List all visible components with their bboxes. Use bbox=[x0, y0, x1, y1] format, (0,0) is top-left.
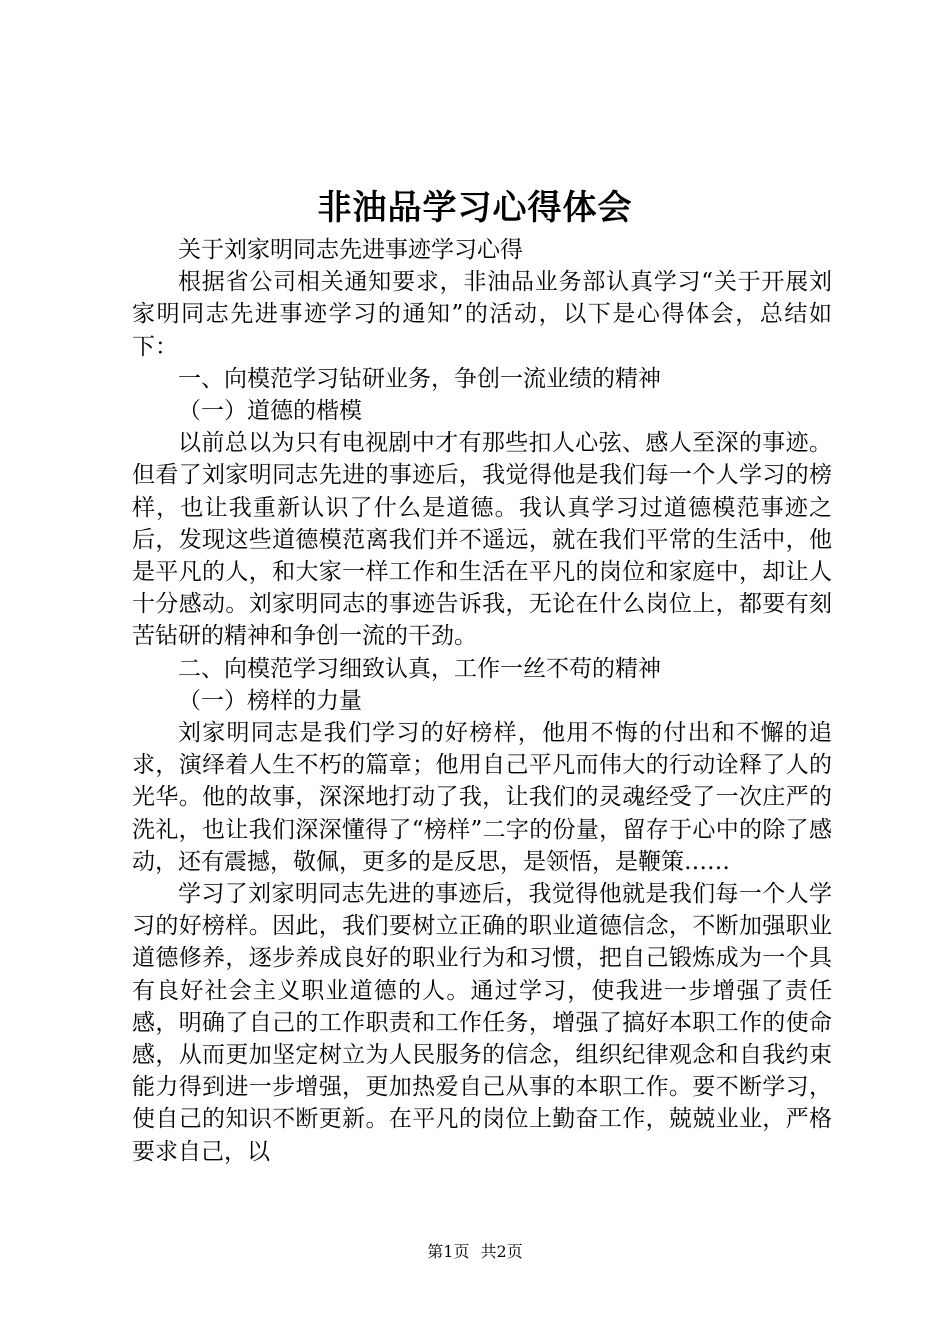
document-title: 非油品学习心得体会 bbox=[317, 188, 633, 228]
section-heading: 一、向模范学习钻研业务，争创一流业绩的精神 bbox=[178, 365, 661, 392]
subsection-heading: （一）榜样的力量 bbox=[178, 687, 362, 714]
body-paragraph: 以前总以为只有电视剧中才有那些扣人心弦、感人至深的事迹。但看了刘家明同志先进的事迹后，我觉得他是我们每一个人学习的榜样，也让我重新认识了什么是道德。我认真学习过道德模范事迹之后，发现这些道德模范离我们并不遥远，就在我们平常的生活中，他是平凡的人，和大家一样工作和生活在平凡的岗位和家庭中，却让人十分感动。刘家明同志的事迹告诉我，无论在什么岗位上，都要有刻苦钻研的精神和争创一流的干劲。 bbox=[132, 430, 832, 650]
section-heading: 二、向模范学习细致认真，工作一丝不苟的精神 bbox=[178, 655, 661, 682]
page-number: 第1页 bbox=[427, 1242, 470, 1261]
body-paragraph: 根据省公司相关通知要求，非油品业务部认真学习“关于开展刘家明同志先进事迹学习的通知”的活动，以下是心得体会，总结如下： bbox=[132, 269, 832, 360]
body-paragraph: 学习了刘家明同志先进的事迹后，我觉得他就是我们每一个人学习的好榜样。因此，我们要树立正确的职业道德信念，不断加强职业道德修养，逐步养成良好的职业行为和习惯，把自己锻炼成为一个具有良好社会主义职业道德的人。通过学习，使我进一步增强了责任感，明确了自己的工作职责和工作任务，增强了搞好本职工作的使命感，从而更加坚定树立为人民服务的信念，组织纪律观念和自我约束能力得到进一步增强，更加热爱自己从事的本职工作。要不断学习，使自己的知识不断更新。在平凡的岗位上勤奋工作，兢兢业业，严格要求自己，以 bbox=[132, 881, 832, 1165]
body-paragraph: 关于刘家明同志先进事迹学习心得 bbox=[178, 237, 523, 263]
subsection-heading: （一）道德的楷模 bbox=[178, 398, 362, 425]
body-paragraph: 刘家明同志是我们学习的好榜样，他用不悔的付出和不懈的追求，演绎着人生不朽的篇章；他用自己平凡而伟大的行动诠释了人的光华。他的故事，深深地打动了我，让我们的灵魂经受了一次庄严的洗礼，也让我们深深懂得了“榜样”二字的份量，留存于心中的除了感动，还有震撼，敬佩，更多的是反思，是领悟，是鞭策…… bbox=[132, 720, 832, 875]
page-total: 共2页 bbox=[480, 1242, 523, 1261]
document-body bbox=[132, 234, 832, 1168]
page-footer bbox=[0, 1240, 950, 1264]
